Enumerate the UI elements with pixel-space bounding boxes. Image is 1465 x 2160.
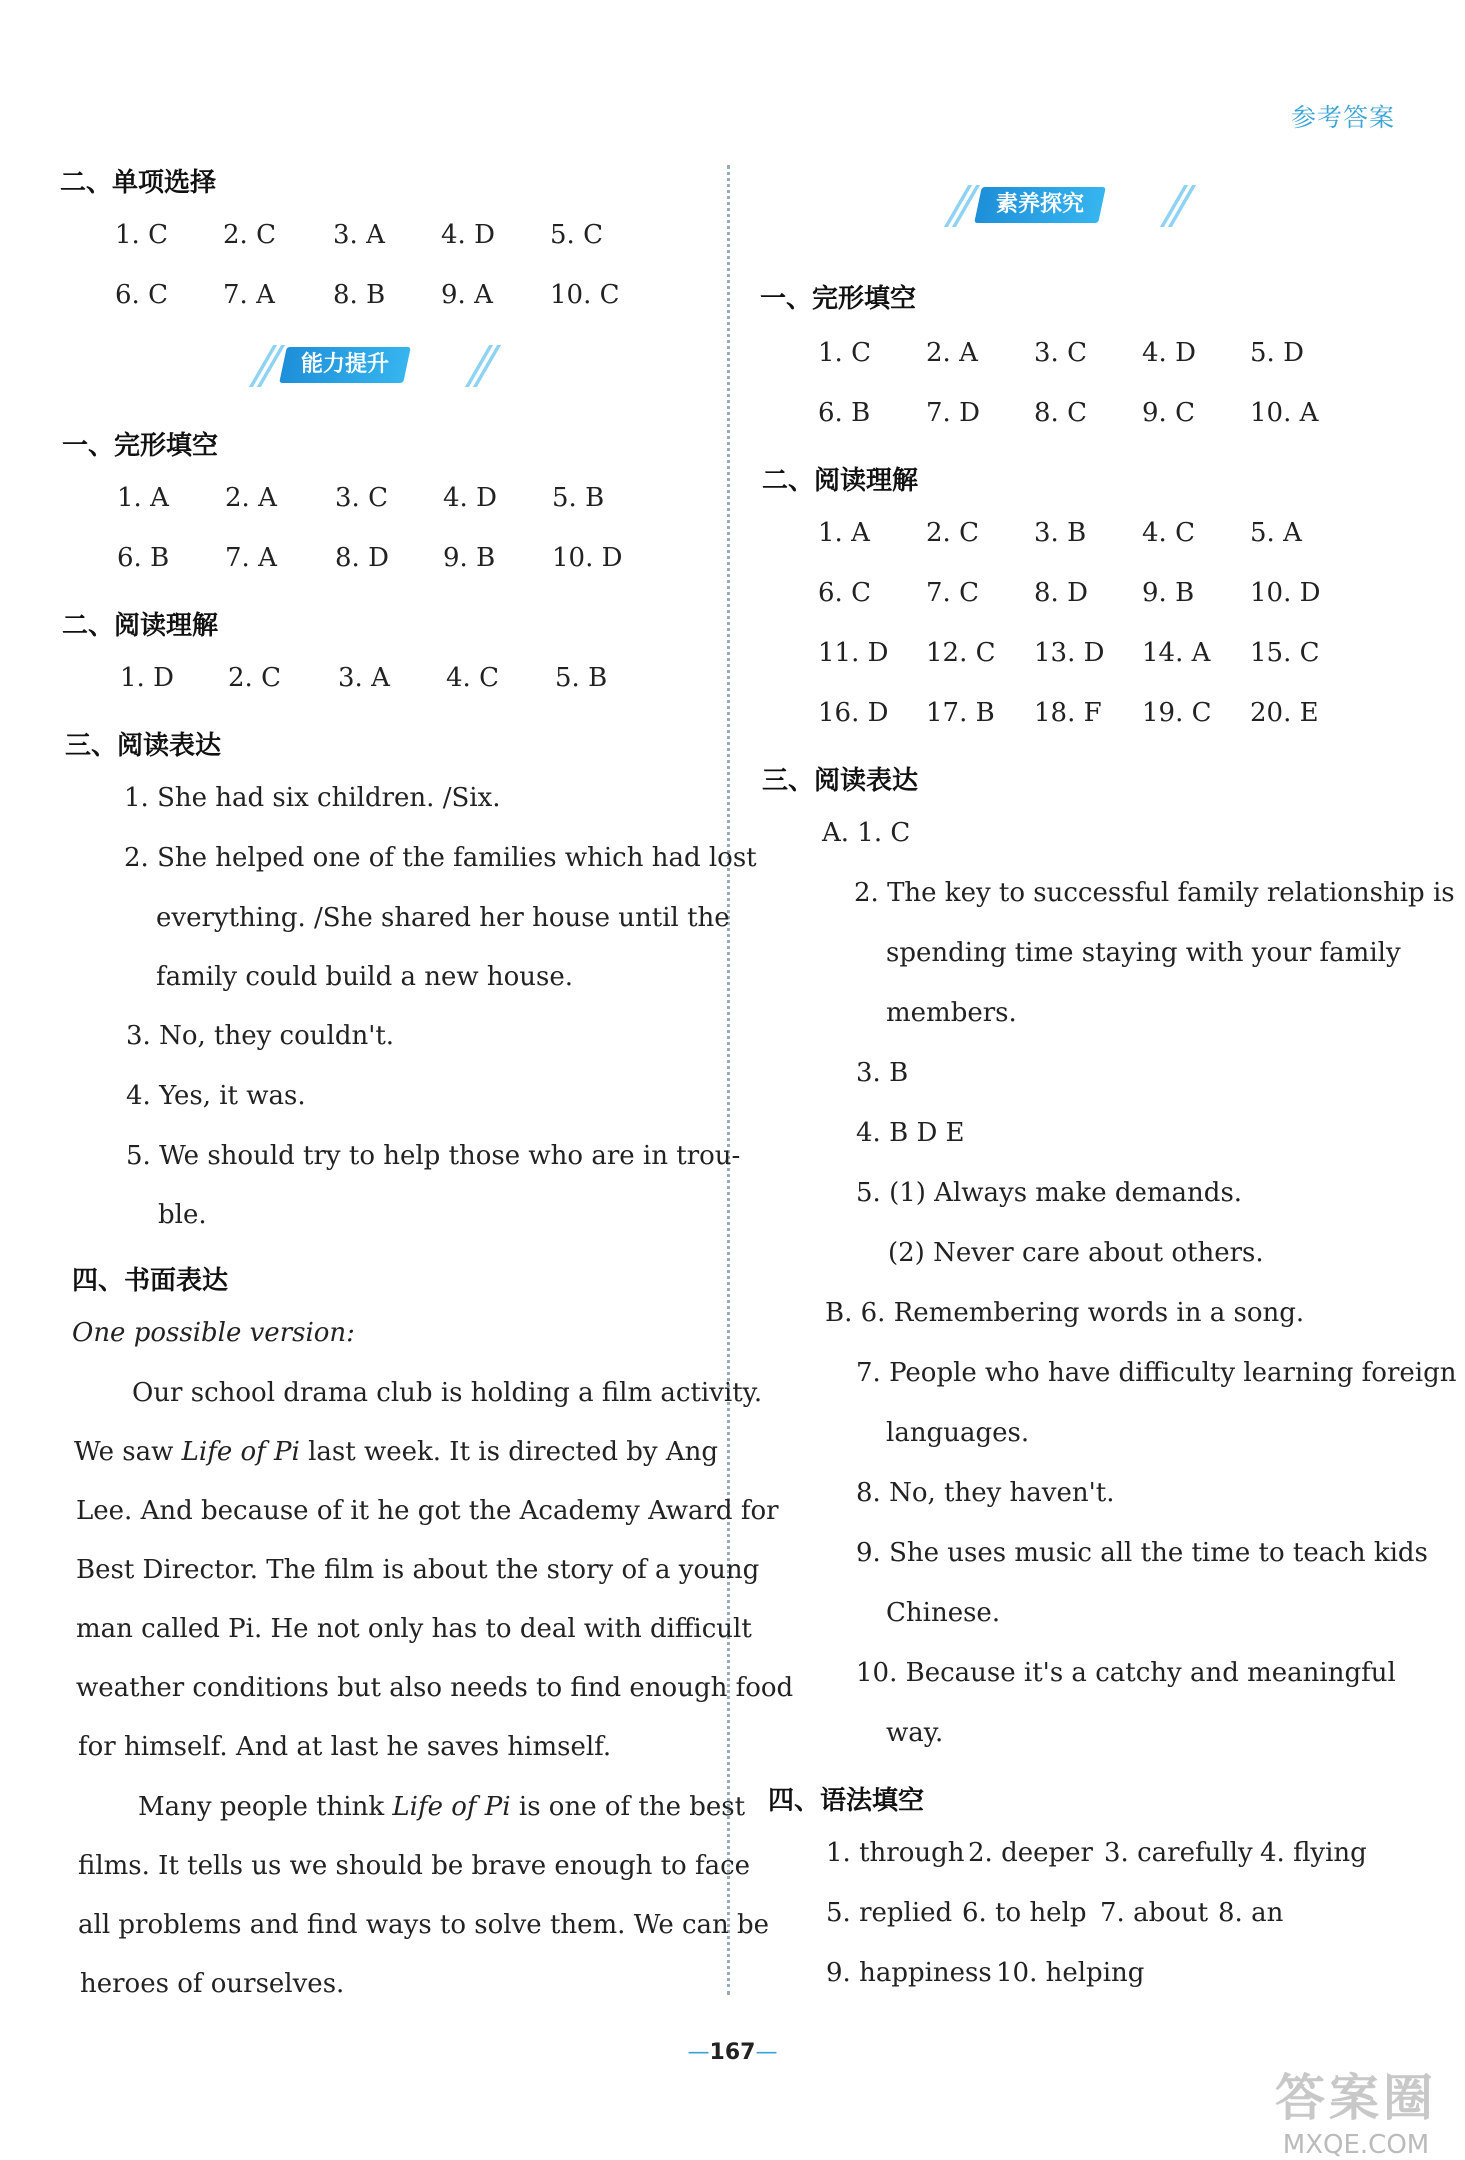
answer: 18. F [1034, 698, 1102, 728]
answer-line: 9. She uses music all the time to teach kids [856, 1538, 1428, 1568]
answer: 7. A [223, 280, 275, 310]
section-title: 四、书面表达 [72, 1266, 229, 1296]
answer: 5. B [552, 483, 605, 513]
section-title: 三、阅读表达 [65, 731, 222, 761]
watermark-url: MXQE.COM [1282, 2130, 1430, 2160]
answer: 2. C [228, 663, 281, 693]
answer: 3. C [335, 483, 388, 513]
answer: 3. carefully [1104, 1838, 1253, 1868]
answer: 4. C [446, 663, 499, 693]
essay-line: Lee. And because of it he got the Academy Award for [76, 1496, 779, 1526]
section-title: 四、语法填空 [768, 1786, 925, 1816]
answer: 16. D [818, 698, 889, 728]
header-label: 参考答案 [1290, 103, 1395, 132]
answer-line: members. [886, 998, 1017, 1028]
essay-line: weather conditions but also needs to find enough food [76, 1673, 794, 1703]
watermark-logo: 答案圈 [1275, 2069, 1437, 2127]
answer: 10. A [1250, 398, 1319, 428]
answer: 2. C [926, 518, 979, 548]
answer: 9. A [441, 280, 493, 310]
answer: 8. D [335, 543, 389, 573]
answer: 5. replied [826, 1898, 953, 1928]
section-banner [255, 345, 500, 387]
answer: 3. A [338, 663, 390, 693]
answer: 5. A [1250, 518, 1302, 548]
answer: 4. D [443, 483, 497, 513]
answer: 6. C [115, 280, 168, 310]
answer: 2. A [225, 483, 277, 513]
answer-line: 7. People who have difficulty learning foreign [856, 1358, 1457, 1388]
answer: 7. A [225, 543, 277, 573]
answer: 10. helping [996, 1958, 1145, 1988]
answer-line: 2. She helped one of the families which had lost [124, 843, 757, 873]
section-title: 二、阅读理解 [762, 466, 919, 496]
answer-line: 3. No, they couldn't. [126, 1021, 395, 1051]
page-number: —167— [687, 2040, 778, 2065]
essay-line: heroes of ourselves. [80, 1969, 345, 1999]
answer-line: way. [886, 1718, 944, 1748]
watermark [1275, 2058, 1437, 2160]
answer: 10. D [552, 543, 623, 573]
answer: 10. C [550, 280, 620, 310]
answer: 1. A [818, 518, 870, 548]
answer-line: 5. We should try to help those who are in trou- [126, 1141, 741, 1171]
answer-line: 4. Yes, it was. [126, 1081, 306, 1111]
answer-line: 5. (1) Always make demands. [856, 1178, 1243, 1208]
answer: 15. C [1250, 638, 1320, 668]
section-title: 一、完形填空 [62, 431, 219, 461]
answer: 4. D [1142, 338, 1196, 368]
answer: 3. B [1034, 518, 1087, 548]
answer: 10. D [1250, 578, 1321, 608]
answer: 2. C [223, 220, 276, 250]
essay-line: films. It tells us we should be brave enough to face [78, 1851, 751, 1881]
answer: 17. B [926, 698, 995, 728]
answer: 14. A [1142, 638, 1211, 668]
answer-line: 2. The key to successful family relationship is [854, 878, 1455, 908]
answer: 1. D [120, 663, 174, 693]
answer: 5. B [555, 663, 608, 693]
answer: 8. D [1034, 578, 1088, 608]
answer-line: 8. No, they haven't. [856, 1478, 1115, 1508]
answer: 9. B [443, 543, 496, 573]
answer: 2. deeper [968, 1838, 1093, 1868]
essay-line: Many people think Life of Pi is one of the best [138, 1792, 746, 1822]
answer: 4. D [441, 220, 495, 250]
essay-line: We saw Life of Pi last week. It is directed by Ang [74, 1437, 719, 1467]
essay-line: Best Director. The film is about the story of a young [76, 1555, 760, 1585]
answer-line: everything. /She shared her house until the [156, 903, 730, 933]
answer: 1. C [115, 220, 168, 250]
answer-line: family could build a new house. [156, 962, 574, 992]
answer-line: B. 6. Remembering words in a song. [825, 1298, 1305, 1328]
answer: 9. happiness [826, 1958, 992, 1988]
answer: 11. D [818, 638, 889, 668]
answer: 7. about [1100, 1898, 1209, 1928]
section-title: 二、单项选择 [60, 168, 217, 198]
banner-label: 素养探究 [974, 187, 1106, 223]
answer-line: languages. [886, 1418, 1030, 1448]
answer: 7. C [926, 578, 979, 608]
answer-line: A. 1. C [822, 818, 911, 848]
answer-line: 10. Because it's a catchy and meaningful [856, 1658, 1396, 1688]
answer: 3. A [333, 220, 385, 250]
essay-line: all problems and find ways to solve them. We can be [78, 1910, 770, 1940]
answer: 4. C [1142, 518, 1195, 548]
answer-line: (2) Never care about others. [888, 1238, 1264, 1268]
answer: 6. B [117, 543, 170, 573]
answer-line: 4. B D E [856, 1118, 965, 1148]
answer: 6. B [818, 398, 871, 428]
essay-version-label: One possible version: [72, 1318, 355, 1348]
answer: 6. to help [962, 1898, 1087, 1928]
section-banner [950, 185, 1195, 227]
answer: 1. A [117, 483, 169, 513]
banner-label: 能力提升 [279, 347, 411, 383]
answer-line: 1. She had six children. /Six. [124, 783, 501, 813]
answer-line: spending time staying with your family [886, 938, 1401, 968]
answer-line: ble. [158, 1200, 207, 1230]
section-title: 二、阅读理解 [62, 611, 219, 641]
answer: 8. B [333, 280, 386, 310]
answer: 2. A [926, 338, 978, 368]
answer-line: 3. B [856, 1058, 909, 1088]
essay-line: for himself. And at last he saves himself. [78, 1732, 612, 1762]
answer: 6. C [818, 578, 871, 608]
answer: 19. C [1142, 698, 1212, 728]
answer: 5. C [550, 220, 603, 250]
answer: 7. D [926, 398, 980, 428]
answer: 8. C [1034, 398, 1087, 428]
answer: 5. D [1250, 338, 1304, 368]
answer: 4. flying [1260, 1838, 1367, 1868]
answer: 12. C [926, 638, 996, 668]
answer: 20. E [1250, 698, 1319, 728]
answer: 9. B [1142, 578, 1195, 608]
essay-line: Our school drama club is holding a film activity. [132, 1378, 763, 1408]
answer: 1. C [818, 338, 871, 368]
answer: 13. D [1034, 638, 1105, 668]
section-title: 一、完形填空 [760, 284, 917, 314]
answer: 8. an [1218, 1898, 1284, 1928]
answer: 9. C [1142, 398, 1195, 428]
answer-line: Chinese. [886, 1598, 1001, 1628]
column-divider [727, 165, 730, 1995]
section-title: 三、阅读表达 [762, 766, 919, 796]
answer: 3. C [1034, 338, 1087, 368]
essay-line: man called Pi. He not only has to deal with difficult [76, 1614, 752, 1644]
answer: 1. through [826, 1838, 965, 1868]
